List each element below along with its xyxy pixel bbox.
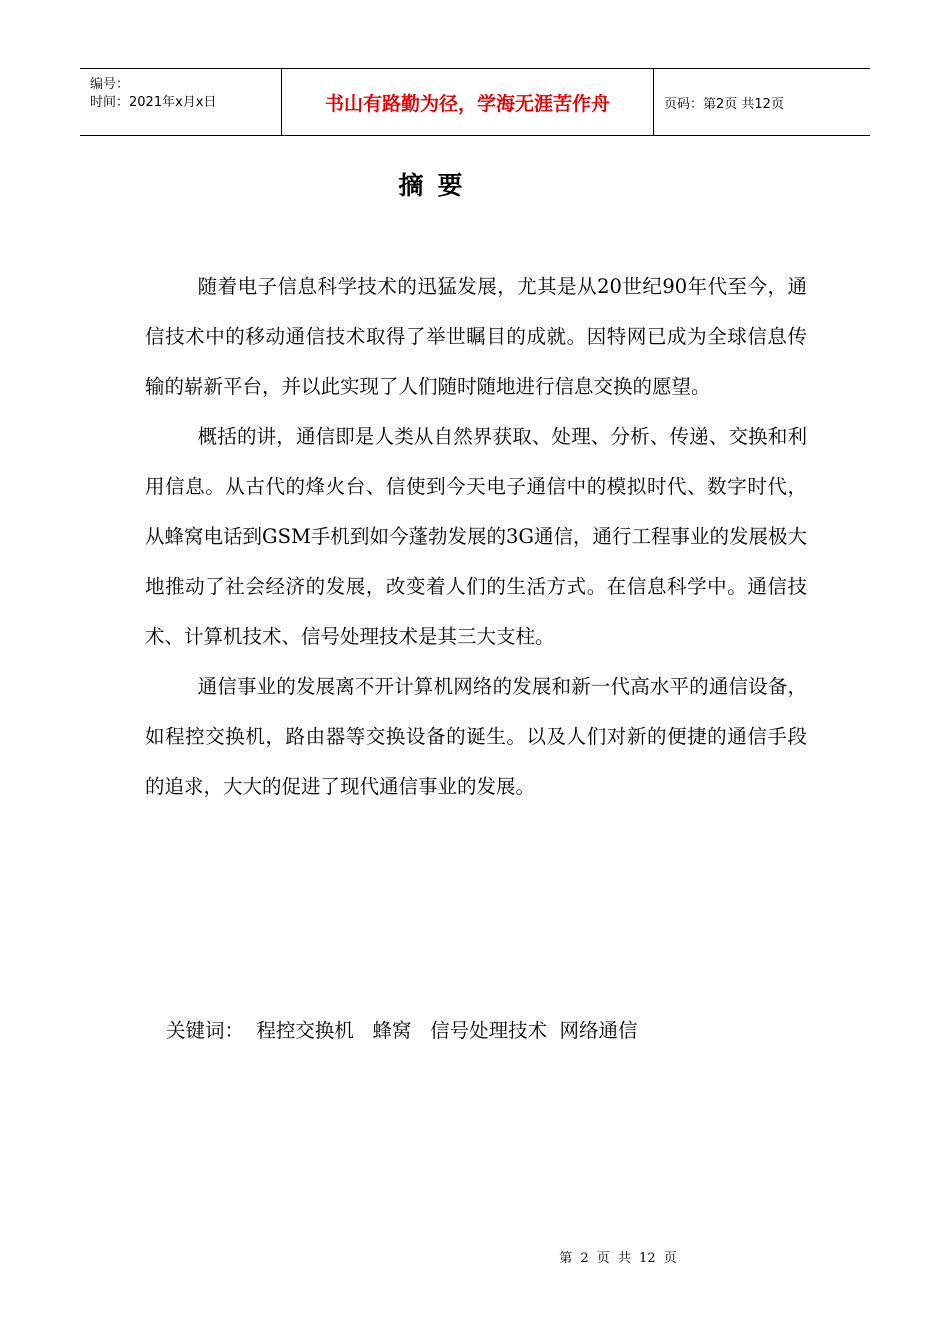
paragraph: 随着电子信息科学技术的迅猛发展，尤其是从20世纪90年代至今，通信技术中的移动通信技术取得了举世瞩目的成就。因特网已成为全球信息传输的崭新平台，并以此实现了人们随时随地进行信息交换的愿望。 — [145, 275, 807, 398]
header-meta-cell — [80, 69, 282, 135]
paragraph: 概括的讲，通信即是人类从自然界获取、处理、分析、传递、交换和利用信息。从古代的烽火台、信使到今天电子通信中的模拟时代、数字时代，从蜂窝电话到GSM手机到如今蓬勃发展的3G通信，通行工程事业的发展极大地推动了社会经济的发展，改变着人们的生活方式。在信息科学中。通信技术、计算机技术、信号处理技术是其三大支柱。 — [145, 425, 807, 648]
header-table — [80, 68, 870, 136]
page-title: 摘要 — [398, 171, 477, 200]
document-number-label: 编号： — [90, 77, 130, 92]
document-date: 时间：2021年x月x日 — [90, 95, 217, 110]
paragraph: 通信事业的发展离不开计算机网络的发展和新一代高水平的通信设备，如程控交换机，路由器等交换设备的诞生。以及人们对新的便捷的通信手段的追求，大大的促进了现代通信事业的发展。 — [145, 675, 807, 798]
abstract-body — [145, 262, 807, 812]
keywords-line: 关键词： 程控交换机 蜂窝 信号处理技术 网络通信 — [166, 1019, 638, 1042]
header-page-info: 页码：第2页 共12页 — [664, 96, 784, 112]
header-motto: 书山有路勤为径，学海无涯苦作舟 — [282, 69, 654, 135]
page-footer: 第 2 页 共 12 页 — [559, 1251, 677, 1266]
